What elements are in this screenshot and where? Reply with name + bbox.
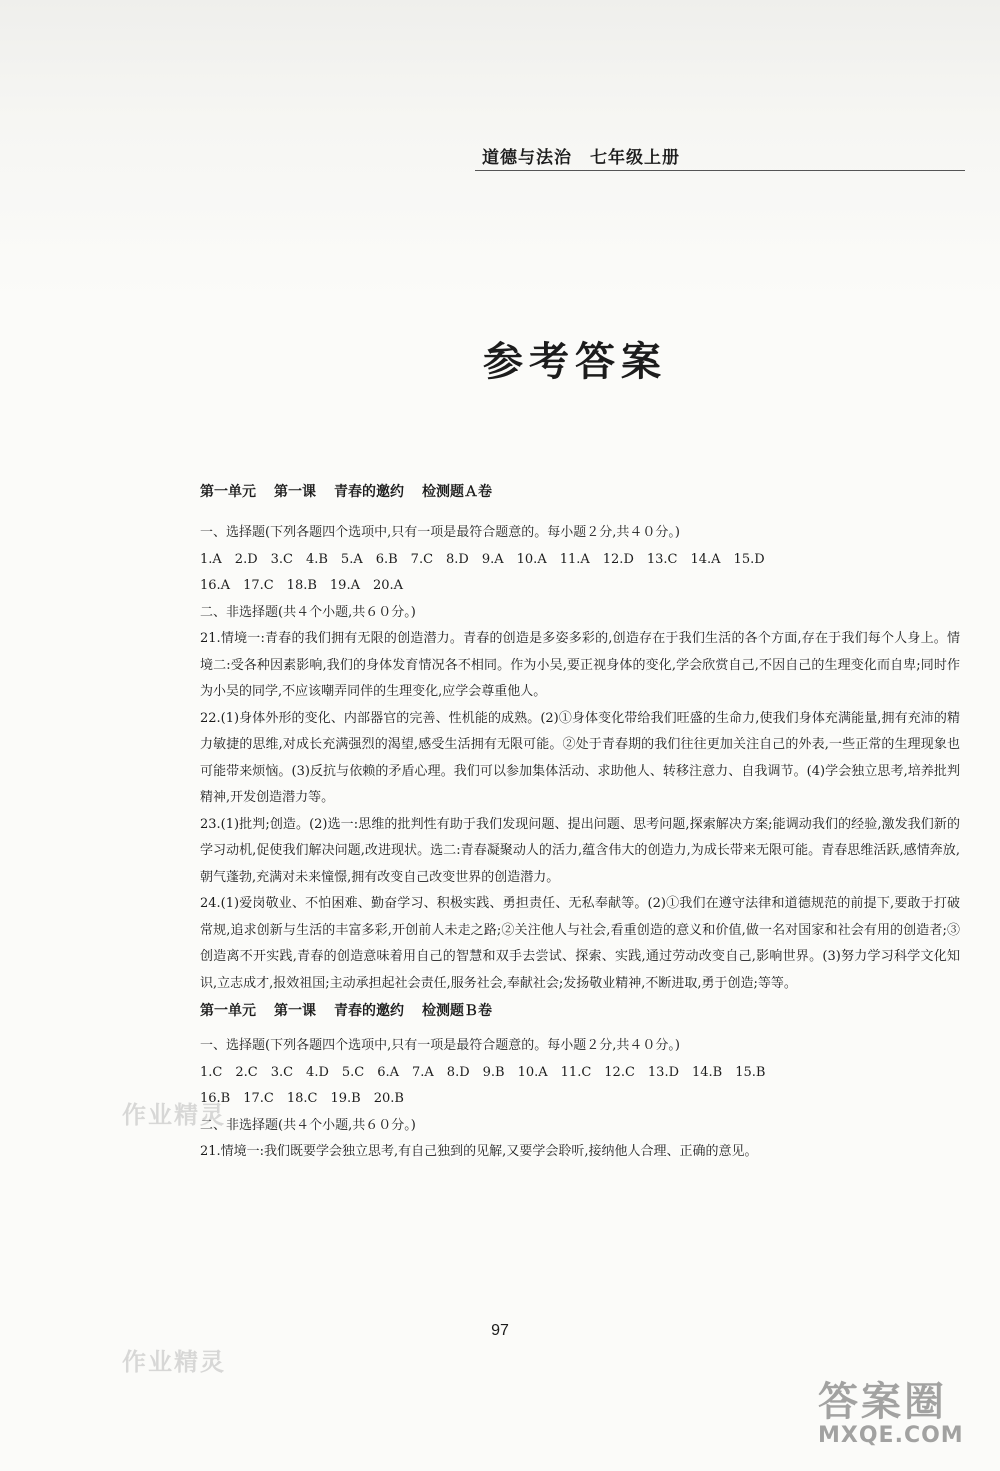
answer-q24: 24.(1)爱岗敬业、不怕困难、勤奋学习、积极实践、勇担责任、无私奉献等。(2)①我们在遵守法律和道德规范的前提下,要敢于打破常规,追求创新与生活的丰富多彩,开创前人未走之路;②关注他人与社会,看重创造的意义和价值,做一名对国家和社会有用的创造者;③创造离不开实践,青春的创造意味着用自己的智慧和双手去尝试、探索、实践,通过劳动改变自己,影响世界。(3)努力学习科学文化知识,立志成才,报效祖国;主动承担起社会责任,服务社会,奉献社会;发扬敬业精神,不断进取,勇于创造;等等。 — [200, 896, 960, 991]
section-heading — [200, 997, 960, 1025]
answer-section-b — [200, 997, 960, 1166]
heading-topic: 青春的邀约 — [334, 484, 404, 500]
answer-q21: 21.情境一:青春的我们拥有无限的创造潜力。青春的创造是多姿多彩的,创造存在于我们生活的各个方面,存在于我们每个人身上。情境二:受各种因素影响,我们的身体发育情况各不相同。作为小吴,要正视身体的变化,学会欣赏自己,不因自己的生理变化而自卑;同时作为小吴的同学,不应该嘲弄同伴的生理变化,应学会尊重他人。 — [200, 631, 960, 699]
choice-answers-line: 16.A 17.C 18.B 19.A 20.A — [200, 578, 404, 593]
watermark-text: 作业精灵 — [122, 1348, 226, 1376]
answer-content — [200, 478, 960, 1166]
answer-q22: 22.(1)身体外形的变化、内部器官的完善、性机能的成熟。(2)①身体变化带给我们旺盛的生命力,使我们身体充满能量,拥有充沛的精力敏捷的思维,对成长充满强烈的渴望,感受生活拥有无限可能。②处于青春期的我们往往更加关注自己的外表,一些正常的生理现象也可能带来烦恼。(3)反抗与依赖的矛盾心理。我们可以参加集体活动、求助他人、转移注意力、自我调节。(4)学会独立思考,培养批判精神,开发创造潜力等。 — [200, 710, 960, 805]
watermark-text: 作业精灵 — [122, 1101, 226, 1129]
watermark-logo-text: 答案圈 — [818, 1379, 947, 1425]
heading-lesson: 第一课 — [274, 484, 316, 500]
nonchoice-intro: 二、非选择题(共４个小题,共６０分。) — [200, 604, 416, 620]
page-number: 97 — [491, 1322, 509, 1339]
page-title: 参考答案 — [483, 338, 667, 385]
running-header: 道德与法治 七年级上册 — [482, 148, 680, 168]
heading-unit: 第一单元 — [200, 484, 256, 500]
nonchoice-intro: 二、非选择题(共４个小题,共６０分。) — [200, 1117, 416, 1133]
choice-answers-line: 16.B 17.C 18.C 19.B 20.B — [200, 1091, 404, 1106]
heading-topic: 青春的邀约 — [334, 1003, 404, 1019]
choice-intro: 一、选择题(下列各题四个选项中,只有一项是最符合题意的。每小题２分,共４０分。) — [200, 525, 680, 540]
heading-unit: 第一单元 — [200, 1003, 256, 1019]
choice-answers-line: 1.A 2.D 3.C 4.B 5.A 6.B 7.C 8.D 9.A 10.A 11.A 12.D 13.C 14.A 15.D — [200, 551, 765, 567]
answer-q21: 21.情境一:我们既要学会独立思考,有自己独到的见解,又要学会聆听,接纳他人合理、正确的意见。 — [200, 1144, 758, 1159]
watermark-logo — [818, 1370, 964, 1448]
header-rule — [475, 170, 965, 171]
answer-section-a — [200, 478, 960, 997]
heading-lesson: 第一课 — [274, 1003, 316, 1019]
section-heading — [200, 478, 960, 506]
choice-answers-line: 1.C 2.C 3.C 4.D 5.C 6.A 7.A 8.D 9.B 10.A 11.C 12.C 13.D 14.B 15.B — [200, 1064, 766, 1080]
choice-intro: 一、选择题(下列各题四个选项中,只有一项是最符合题意的。每小题２分,共４０分。) — [200, 1038, 680, 1053]
heading-paper: 检测题Ｂ卷 — [422, 1003, 492, 1019]
answer-q23: 23.(1)批判;创造。(2)选一:思维的批判性有助于我们发现问题、提出问题、思考问题,探索解决方案;能调动我们的经验,激发我们新的学习动机,促使我们解决问题,改进现状。选二:青春凝聚动人的活力,蕴含伟大的创造力,为成长带来无限可能。青春思维活跃,感情奔放,朝气蓬勃,充满对未来憧憬,拥有改变自己改变世界的创造潜力。 — [200, 816, 960, 885]
watermark-logo-url: MXQE.COM — [818, 1423, 964, 1448]
heading-paper: 检测题Ａ卷 — [422, 484, 492, 500]
